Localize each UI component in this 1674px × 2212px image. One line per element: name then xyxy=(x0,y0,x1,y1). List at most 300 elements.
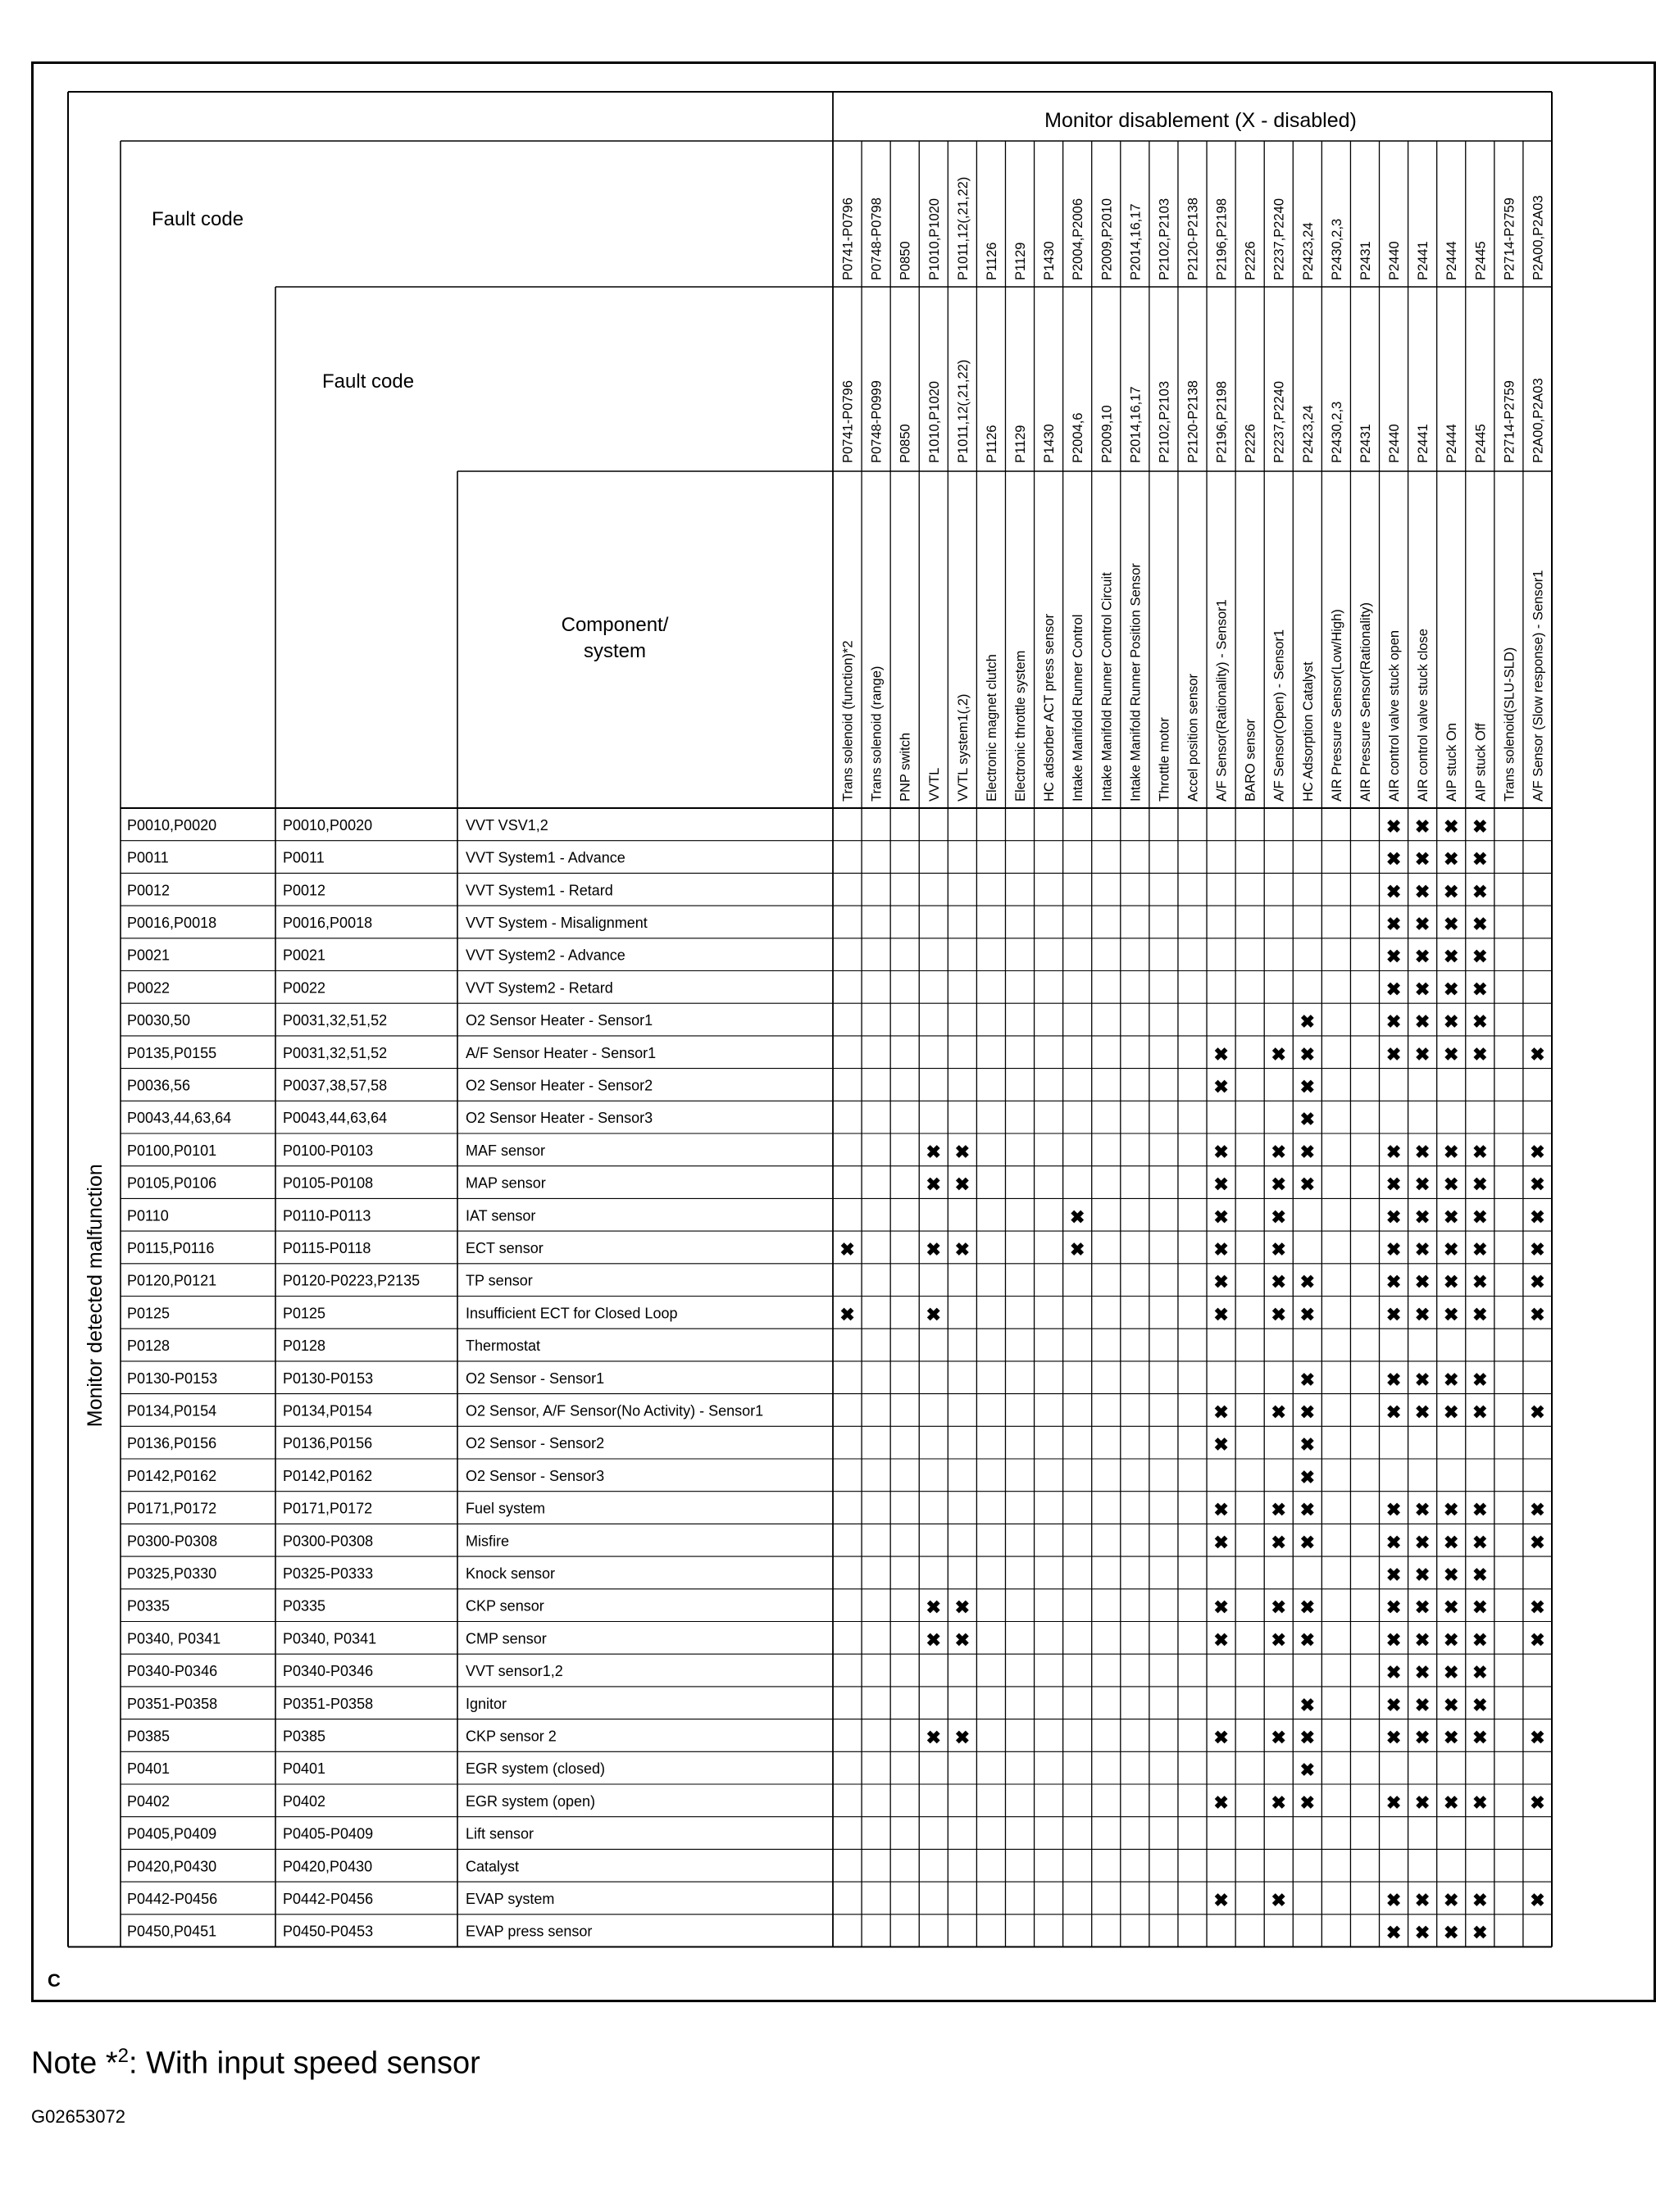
row-code-1: P0105,P0106 xyxy=(127,1174,217,1192)
x-mark: ✖ xyxy=(1472,1629,1488,1651)
x-mark: ✖ xyxy=(1444,1043,1459,1065)
x-mark: ✖ xyxy=(1414,913,1431,934)
row-component: VVT sensor1,2 xyxy=(466,1663,563,1680)
x-mark: ✖ xyxy=(954,1597,971,1618)
x-mark: ✖ xyxy=(1530,1304,1545,1325)
x-mark: ✖ xyxy=(1530,1792,1545,1813)
column-name: Trans solenoid(SLU-SLD) xyxy=(1502,647,1517,802)
x-mark: ✖ xyxy=(1271,1271,1286,1292)
x-mark: ✖ xyxy=(1472,1011,1488,1033)
row-code-2: P0420,P0430 xyxy=(283,1858,373,1875)
row-component: Misfire xyxy=(466,1533,509,1550)
x-mark: ✖ xyxy=(1385,1532,1402,1553)
x-mark: ✖ xyxy=(1530,1238,1545,1260)
x-mark: ✖ xyxy=(1530,1271,1545,1292)
side-label: Monitor detected malfunction xyxy=(84,1164,107,1428)
x-mark: ✖ xyxy=(1414,979,1431,1000)
row-code-1: P0030,50 xyxy=(127,1012,191,1029)
column-code-outer: P2237,P2240 xyxy=(1271,198,1287,280)
x-mark: ✖ xyxy=(1414,1141,1431,1162)
column-code-outer: P2226 xyxy=(1243,241,1258,280)
x-mark: ✖ xyxy=(1385,1662,1402,1683)
x-mark: ✖ xyxy=(1385,1499,1402,1520)
column-code-inner: P2440 xyxy=(1387,424,1403,463)
x-mark: ✖ xyxy=(1444,1629,1459,1651)
row-code-1: P0300-P0308 xyxy=(127,1533,218,1550)
x-mark: ✖ xyxy=(1472,815,1488,837)
x-mark: ✖ xyxy=(1414,1597,1431,1618)
column-name: AIR Pressure Sensor(Low/High) xyxy=(1329,609,1344,802)
row-code-2: P0021 xyxy=(283,947,326,964)
x-mark: ✖ xyxy=(1472,1238,1488,1260)
column-name: AIR control valve stuck close xyxy=(1416,629,1431,802)
column-code-outer: P2423,24 xyxy=(1300,222,1316,280)
x-mark: ✖ xyxy=(1414,881,1431,902)
row-code-1: P0010,P0020 xyxy=(127,816,217,833)
x-mark: ✖ xyxy=(1299,1011,1316,1033)
row-code-2: P0011 xyxy=(283,849,325,866)
x-mark: ✖ xyxy=(1385,1206,1402,1228)
x-mark: ✖ xyxy=(1472,1597,1488,1618)
column-name: Electronic throttle system xyxy=(1013,650,1029,802)
x-mark: ✖ xyxy=(1385,1043,1402,1065)
x-mark: ✖ xyxy=(1213,1238,1229,1260)
column-name: AIR Pressure Sensor(Rationality) xyxy=(1358,602,1373,802)
x-mark: ✖ xyxy=(1472,946,1488,967)
x-mark: ✖ xyxy=(1472,1792,1488,1813)
x-mark: ✖ xyxy=(1444,1597,1459,1618)
row-code-1: P0011 xyxy=(127,849,169,866)
x-mark: ✖ xyxy=(1299,1434,1316,1456)
row-code-2: P0043,44,63,64 xyxy=(283,1110,388,1127)
x-mark: ✖ xyxy=(1472,1532,1488,1553)
row-code-1: P0016,P0018 xyxy=(127,914,217,931)
row-component: Knock sensor xyxy=(466,1565,556,1582)
row-component: EVAP press sensor xyxy=(466,1923,593,1940)
row-code-1: P0115,P0116 xyxy=(127,1239,215,1256)
row-code-1: P0340-P0346 xyxy=(127,1663,218,1680)
row-code-1: P0351-P0358 xyxy=(127,1695,218,1712)
row-component: Thermostat xyxy=(466,1338,541,1355)
row-component: VVT System2 - Retard xyxy=(466,979,613,997)
x-mark: ✖ xyxy=(1213,1532,1229,1553)
column-code-inner: P2237,P2240 xyxy=(1271,380,1287,463)
x-mark: ✖ xyxy=(1299,1271,1316,1292)
x-mark: ✖ xyxy=(1414,1043,1431,1065)
x-mark: ✖ xyxy=(926,1597,941,1618)
x-mark: ✖ xyxy=(1385,1792,1402,1813)
x-mark: ✖ xyxy=(1213,1401,1229,1423)
x-mark: ✖ xyxy=(926,1304,941,1325)
column-code-inner: P2196,P2198 xyxy=(1214,380,1230,463)
x-mark: ✖ xyxy=(1472,1694,1488,1715)
column-code-inner: P0850 xyxy=(898,424,913,463)
row-code-1: P0401 xyxy=(127,1760,171,1778)
row-code-2: P0125 xyxy=(283,1305,326,1322)
row-component: IAT sensor xyxy=(466,1207,536,1224)
x-mark: ✖ xyxy=(1299,1532,1316,1553)
x-mark: ✖ xyxy=(1472,1304,1488,1325)
x-mark: ✖ xyxy=(1444,979,1459,1000)
x-mark: ✖ xyxy=(1385,848,1402,870)
row-code-1: P0022 xyxy=(127,979,171,997)
x-mark: ✖ xyxy=(1530,1499,1545,1520)
x-mark: ✖ xyxy=(1385,1629,1402,1651)
row-component: VVT System - Misalignment xyxy=(466,914,648,931)
figure-code: G02653072 xyxy=(31,2106,125,2127)
column-code-outer: P2004,P2006 xyxy=(1071,198,1086,280)
x-mark: ✖ xyxy=(1385,1889,1402,1910)
row-code-1: P0325,P0330 xyxy=(127,1565,217,1582)
row-code-1: P0128 xyxy=(127,1338,171,1355)
column-code-outer: P0741-P0796 xyxy=(840,198,856,280)
x-mark: ✖ xyxy=(1271,1043,1286,1065)
column-code-outer: P0748-P0798 xyxy=(869,198,885,280)
row-component: O2 Sensor Heater - Sensor3 xyxy=(466,1110,653,1127)
column-name: HC Adsorption Catalyst xyxy=(1300,661,1316,802)
x-mark: ✖ xyxy=(1444,1369,1459,1390)
corner-label: C xyxy=(48,1970,61,1991)
x-mark: ✖ xyxy=(1444,1271,1459,1292)
x-mark: ✖ xyxy=(1414,1499,1431,1520)
row-code-1: P0043,44,63,64 xyxy=(127,1110,232,1127)
row-code-1: P0171,P0172 xyxy=(127,1500,217,1517)
x-mark: ✖ xyxy=(1530,1629,1545,1651)
x-mark: ✖ xyxy=(1530,1141,1545,1162)
row-code-2: P0031,32,51,52 xyxy=(283,1012,388,1029)
row-component: Ignitor xyxy=(466,1695,507,1712)
x-mark: ✖ xyxy=(1385,1369,1402,1390)
row-code-2: P0340, P0341 xyxy=(283,1630,377,1647)
column-name: Throttle motor xyxy=(1157,717,1172,802)
row-component: O2 Sensor, A/F Sensor(No Activity) - Sensor1 xyxy=(466,1402,764,1419)
column-name: Intake Manifold Runner Position Sensor xyxy=(1128,563,1144,802)
x-mark: ✖ xyxy=(926,1629,941,1651)
column-code-outer: P2014,16,17 xyxy=(1128,203,1144,280)
row-component: MAF sensor xyxy=(466,1142,546,1159)
row-code-1: P0385 xyxy=(127,1728,171,1745)
fault-code-inner-label: Fault code xyxy=(322,370,415,393)
row-component: EGR system (open) xyxy=(466,1792,596,1810)
x-mark: ✖ xyxy=(1299,1760,1316,1781)
x-mark: ✖ xyxy=(1472,1369,1488,1390)
column-code-inner: P1126 xyxy=(984,425,999,463)
x-mark: ✖ xyxy=(1385,1694,1402,1715)
row-code-1: P0402 xyxy=(127,1792,171,1810)
x-mark: ✖ xyxy=(1299,1369,1316,1390)
row-component: Insufficient ECT for Closed Loop xyxy=(466,1305,678,1322)
row-code-1: P0012 xyxy=(127,882,171,899)
row-code-1: P0100,P0101 xyxy=(127,1142,217,1159)
column-code-outer: P2431 xyxy=(1358,241,1373,280)
row-code-1: P0405,P0409 xyxy=(127,1825,217,1842)
row-code-2: P0010,P0020 xyxy=(283,816,373,833)
x-mark: ✖ xyxy=(1299,1727,1316,1748)
row-component: O2 Sensor - Sensor1 xyxy=(466,1369,605,1387)
x-mark: ✖ xyxy=(954,1174,971,1195)
x-mark: ✖ xyxy=(1444,881,1459,902)
row-code-2: P0022 xyxy=(283,979,326,997)
row-code-2: P0037,38,57,58 xyxy=(283,1077,388,1094)
x-mark: ✖ xyxy=(1414,1401,1431,1423)
column-name: Electronic magnet clutch xyxy=(984,654,999,802)
x-mark: ✖ xyxy=(1472,1662,1488,1683)
x-mark: ✖ xyxy=(1414,1532,1431,1553)
x-mark: ✖ xyxy=(1271,1629,1286,1651)
x-mark: ✖ xyxy=(1444,946,1459,967)
row-code-2: P0405-P0409 xyxy=(283,1825,374,1842)
x-mark: ✖ xyxy=(1444,1141,1459,1162)
row-code-2: P0016,P0018 xyxy=(283,914,373,931)
row-code-2: P0100-P0103 xyxy=(283,1142,374,1159)
x-mark: ✖ xyxy=(1271,1174,1286,1195)
column-code-outer: P2430,2,3 xyxy=(1329,218,1344,280)
row-code-1: P0120,P0121 xyxy=(127,1272,217,1289)
row-component: VVT System1 - Advance xyxy=(466,849,625,866)
x-mark: ✖ xyxy=(1385,1271,1402,1292)
x-mark: ✖ xyxy=(1444,1011,1459,1033)
column-code-inner: P2009,10 xyxy=(1099,405,1115,463)
row-code-2: P0325-P0333 xyxy=(283,1565,374,1582)
row-code-2: P0401 xyxy=(283,1760,326,1778)
row-code-2: P0134,P0154 xyxy=(283,1402,373,1419)
row-code-1: P0125 xyxy=(127,1305,171,1322)
row-code-1: P0340, P0341 xyxy=(127,1630,221,1647)
column-name: PNP switch xyxy=(898,732,913,802)
x-mark: ✖ xyxy=(1472,1043,1488,1065)
column-code-outer: P1129 xyxy=(1013,242,1029,280)
column-name: VVTL system1(,2) xyxy=(955,693,971,802)
x-mark: ✖ xyxy=(1213,1727,1229,1748)
column-code-outer: P1126 xyxy=(984,242,999,280)
x-mark: ✖ xyxy=(1472,1174,1488,1195)
x-mark: ✖ xyxy=(1299,1141,1316,1162)
x-mark: ✖ xyxy=(1472,1271,1488,1292)
column-code-outer: P2445 xyxy=(1473,241,1489,280)
x-mark: ✖ xyxy=(1213,1174,1229,1195)
row-code-2: P0142,P0162 xyxy=(283,1467,373,1484)
x-mark: ✖ xyxy=(1444,1499,1459,1520)
x-mark: ✖ xyxy=(1414,815,1431,837)
x-mark: ✖ xyxy=(1472,1401,1488,1423)
x-mark: ✖ xyxy=(1444,1727,1459,1748)
x-mark: ✖ xyxy=(1472,881,1488,902)
row-code-1: P0136,P0156 xyxy=(127,1435,217,1452)
x-mark: ✖ xyxy=(1414,946,1431,967)
column-code-inner: P2004,6 xyxy=(1071,412,1086,463)
column-name: A/F Sensor (Slow response) - Sensor1 xyxy=(1531,570,1546,802)
x-mark: ✖ xyxy=(1472,979,1488,1000)
footnote-text: : With input speed sensor xyxy=(128,2046,480,2081)
x-mark: ✖ xyxy=(1213,1792,1229,1813)
row-component: Catalyst xyxy=(466,1858,520,1875)
row-code-2: P0351-P0358 xyxy=(283,1695,374,1712)
x-mark: ✖ xyxy=(1271,1304,1286,1325)
x-mark: ✖ xyxy=(1299,1304,1316,1325)
x-mark: ✖ xyxy=(1213,1629,1229,1651)
x-mark: ✖ xyxy=(1385,1727,1402,1748)
row-code-2: P0012 xyxy=(283,882,326,899)
row-code-2: P0105-P0108 xyxy=(283,1174,374,1192)
row-code-2: P0340-P0346 xyxy=(283,1663,374,1680)
column-name: AIR control valve stuck open xyxy=(1387,629,1403,802)
x-mark: ✖ xyxy=(1444,1922,1459,1943)
x-mark: ✖ xyxy=(1213,1206,1229,1228)
row-code-2: P0385 xyxy=(283,1728,326,1745)
x-mark: ✖ xyxy=(1444,1792,1459,1813)
fault-code-outer-label: Fault code xyxy=(152,208,244,230)
column-code-outer: P2009,P2010 xyxy=(1099,198,1115,280)
x-mark: ✖ xyxy=(1299,1629,1316,1651)
x-mark: ✖ xyxy=(1472,913,1488,934)
x-mark: ✖ xyxy=(1299,1466,1316,1488)
x-mark: ✖ xyxy=(1444,1564,1459,1585)
x-mark: ✖ xyxy=(1444,1532,1459,1553)
x-mark: ✖ xyxy=(1414,1238,1431,1260)
x-mark: ✖ xyxy=(1444,1662,1459,1683)
x-mark: ✖ xyxy=(1530,1174,1545,1195)
column-code-outer: P1010,P1020 xyxy=(926,198,942,280)
x-mark: ✖ xyxy=(1213,1043,1229,1065)
column-code-inner: P2430,2,3 xyxy=(1329,401,1344,463)
x-mark: ✖ xyxy=(1444,1694,1459,1715)
column-code-outer: P1430 xyxy=(1042,241,1058,280)
x-mark: ✖ xyxy=(1414,1889,1431,1910)
row-component: CKP sensor 2 xyxy=(466,1728,557,1745)
row-component: EVAP system xyxy=(466,1890,555,1907)
x-mark: ✖ xyxy=(1414,1629,1431,1651)
x-mark: ✖ xyxy=(1385,946,1402,967)
x-mark: ✖ xyxy=(926,1174,941,1195)
x-mark: ✖ xyxy=(1444,1238,1459,1260)
column-name: HC adsorber ACT press sensor xyxy=(1042,614,1058,802)
x-mark: ✖ xyxy=(1069,1206,1085,1228)
x-mark: ✖ xyxy=(954,1238,971,1260)
x-mark: ✖ xyxy=(1271,1889,1286,1910)
row-code-2: P0128 xyxy=(283,1338,326,1355)
row-code-1: P0450,P0451 xyxy=(127,1923,217,1940)
x-mark: ✖ xyxy=(1299,1792,1316,1813)
column-code-inner: P2102,P2103 xyxy=(1157,380,1172,463)
column-code-inner: P1010,P1020 xyxy=(926,380,942,463)
column-name: A/F Sensor(Open) - Sensor1 xyxy=(1271,629,1287,802)
row-component: O2 Sensor Heater - Sensor1 xyxy=(466,1012,653,1029)
x-mark: ✖ xyxy=(1385,1401,1402,1423)
row-code-2: P0115-P0118 xyxy=(283,1239,371,1256)
x-mark: ✖ xyxy=(1414,1792,1431,1813)
row-code-2: P0031,32,51,52 xyxy=(283,1044,388,1061)
row-code-2: P0171,P0172 xyxy=(283,1500,373,1517)
x-mark: ✖ xyxy=(1472,1727,1488,1748)
x-mark: ✖ xyxy=(1271,1401,1286,1423)
x-mark: ✖ xyxy=(1069,1238,1085,1260)
row-code-2: P0442-P0456 xyxy=(283,1890,374,1907)
x-mark: ✖ xyxy=(1299,1109,1316,1130)
x-mark: ✖ xyxy=(1271,1238,1286,1260)
column-code-outer: P2196,P2198 xyxy=(1214,198,1230,280)
x-mark: ✖ xyxy=(1414,1564,1431,1585)
column-name: AIP stuck Off xyxy=(1473,723,1489,802)
footnote-prefix: Note * xyxy=(31,2046,118,2081)
x-mark: ✖ xyxy=(1213,1434,1229,1456)
x-mark: ✖ xyxy=(1271,1206,1286,1228)
row-component: VVT System1 - Retard xyxy=(466,882,613,899)
x-mark: ✖ xyxy=(1472,1922,1488,1943)
row-code-2: P0120-P0223,P2135 xyxy=(283,1272,421,1289)
footnote xyxy=(31,2045,480,2082)
x-mark: ✖ xyxy=(954,1727,971,1748)
column-code-inner: P0741-P0796 xyxy=(840,380,856,463)
x-mark: ✖ xyxy=(1444,815,1459,837)
x-mark: ✖ xyxy=(1414,1304,1431,1325)
row-code-2: P0402 xyxy=(283,1792,326,1810)
x-mark: ✖ xyxy=(954,1141,971,1162)
x-mark: ✖ xyxy=(1385,1238,1402,1260)
column-code-inner: P2226 xyxy=(1243,424,1258,463)
x-mark: ✖ xyxy=(1385,881,1402,902)
x-mark: ✖ xyxy=(926,1141,941,1162)
column-name: VVTL xyxy=(926,767,942,802)
x-mark: ✖ xyxy=(1213,1304,1229,1325)
row-component: O2 Sensor Heater - Sensor2 xyxy=(466,1077,653,1094)
column-name: AIP stuck On xyxy=(1444,723,1460,802)
x-mark: ✖ xyxy=(1444,848,1459,870)
x-mark: ✖ xyxy=(1299,1076,1316,1097)
x-mark: ✖ xyxy=(1530,1597,1545,1618)
x-mark: ✖ xyxy=(1472,1206,1488,1228)
column-code-outer: P2444 xyxy=(1444,241,1460,280)
component-system-label-2: system xyxy=(583,640,647,662)
x-mark: ✖ xyxy=(1213,1076,1229,1097)
row-code-2: P0335 xyxy=(283,1597,326,1615)
x-mark: ✖ xyxy=(1299,1043,1316,1065)
x-mark: ✖ xyxy=(1271,1141,1286,1162)
row-code-1: P0135,P0155 xyxy=(127,1044,217,1061)
row-component: ECT sensor xyxy=(466,1239,544,1256)
x-mark: ✖ xyxy=(1414,1727,1431,1748)
x-mark: ✖ xyxy=(1385,1597,1402,1618)
x-mark: ✖ xyxy=(1299,1499,1316,1520)
x-mark: ✖ xyxy=(1213,1597,1229,1618)
x-mark: ✖ xyxy=(1299,1694,1316,1715)
x-mark: ✖ xyxy=(1385,913,1402,934)
x-mark: ✖ xyxy=(1385,1304,1402,1325)
x-mark: ✖ xyxy=(1271,1597,1286,1618)
x-mark: ✖ xyxy=(1472,1564,1488,1585)
row-code-1: P0130-P0153 xyxy=(127,1369,218,1387)
column-code-outer: P1011,12(,21,22) xyxy=(955,176,971,280)
column-code-inner: P2714-P2759 xyxy=(1502,380,1517,463)
x-mark: ✖ xyxy=(1414,848,1431,870)
x-mark: ✖ xyxy=(1414,1662,1431,1683)
x-mark: ✖ xyxy=(1299,1597,1316,1618)
x-mark: ✖ xyxy=(1213,1889,1229,1910)
x-mark: ✖ xyxy=(1385,1011,1402,1033)
x-mark: ✖ xyxy=(1444,1401,1459,1423)
column-code-outer: P2102,P2103 xyxy=(1157,198,1172,280)
row-component: MAP sensor xyxy=(466,1174,546,1192)
x-mark: ✖ xyxy=(1444,1206,1459,1228)
x-mark: ✖ xyxy=(1414,1011,1431,1033)
row-code-1: P0442-P0456 xyxy=(127,1890,218,1907)
x-mark: ✖ xyxy=(1414,1694,1431,1715)
column-code-outer: P2440 xyxy=(1387,241,1403,280)
x-mark: ✖ xyxy=(1414,1271,1431,1292)
table-text xyxy=(84,109,1545,1943)
x-mark: ✖ xyxy=(1213,1499,1229,1520)
row-code-1: P0335 xyxy=(127,1597,171,1615)
column-code-inner: P2120-P2138 xyxy=(1185,380,1201,463)
